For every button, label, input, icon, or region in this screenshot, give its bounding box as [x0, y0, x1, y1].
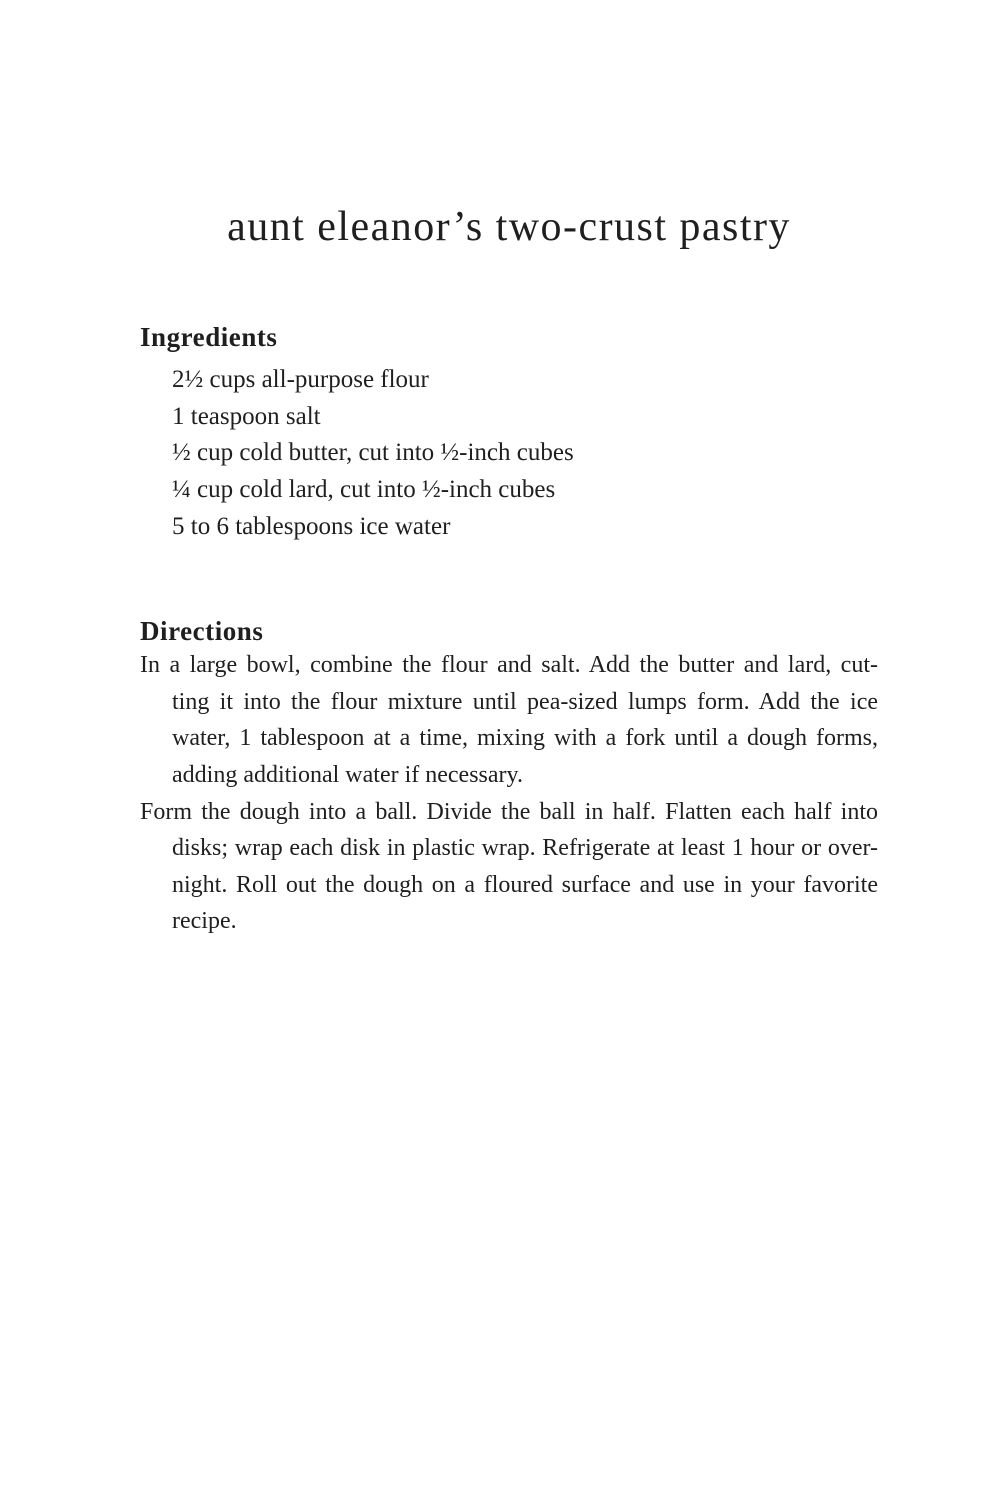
- ingredients-section: [140, 321, 878, 545]
- direction-line: recipe.: [172, 908, 237, 935]
- ingredient-item: 5 to 6 tablespoons ice water: [172, 512, 451, 540]
- direction-line: ting it into the flour mixture until pea-sized lumps form. Add the ice: [172, 688, 878, 715]
- direction-paragraph: [140, 794, 878, 940]
- ingredient-item: ¼ cup cold lard, cut into ½-inch cubes: [172, 476, 556, 504]
- directions-heading: Directions: [140, 616, 264, 647]
- direction-line: water, 1 tablespoon at a time, mixing with a fork until a dough forms,: [172, 725, 878, 752]
- ingredients-heading: Ingredients: [140, 322, 278, 353]
- recipe-title: aunt eleanor’s two-crust pastry: [227, 204, 791, 250]
- directions-body: [140, 647, 878, 940]
- direction-line: Form the dough into a ball. Divide the ball in half. Flatten each half into: [140, 798, 878, 825]
- directions-section: [140, 615, 878, 940]
- direction-line: night. Roll out the dough on a floured surface and use in your favorite: [172, 871, 878, 898]
- direction-paragraph: [140, 647, 878, 793]
- ingredient-item: 1 teaspoon salt: [172, 402, 321, 430]
- ingredient-item: 2½ cups all-purpose flour: [172, 366, 429, 394]
- ingredient-item: ½ cup cold butter, cut into ½-inch cubes: [172, 439, 574, 467]
- ingredient-list: [140, 362, 878, 545]
- direction-line: disks; wrap each disk in plastic wrap. Refrigerate at least 1 hour or over-: [172, 835, 878, 862]
- direction-line: In a large bowl, combine the flour and salt. Add the butter and lard, cut-: [140, 652, 878, 679]
- direction-line: adding additional water if necessary.: [172, 762, 523, 789]
